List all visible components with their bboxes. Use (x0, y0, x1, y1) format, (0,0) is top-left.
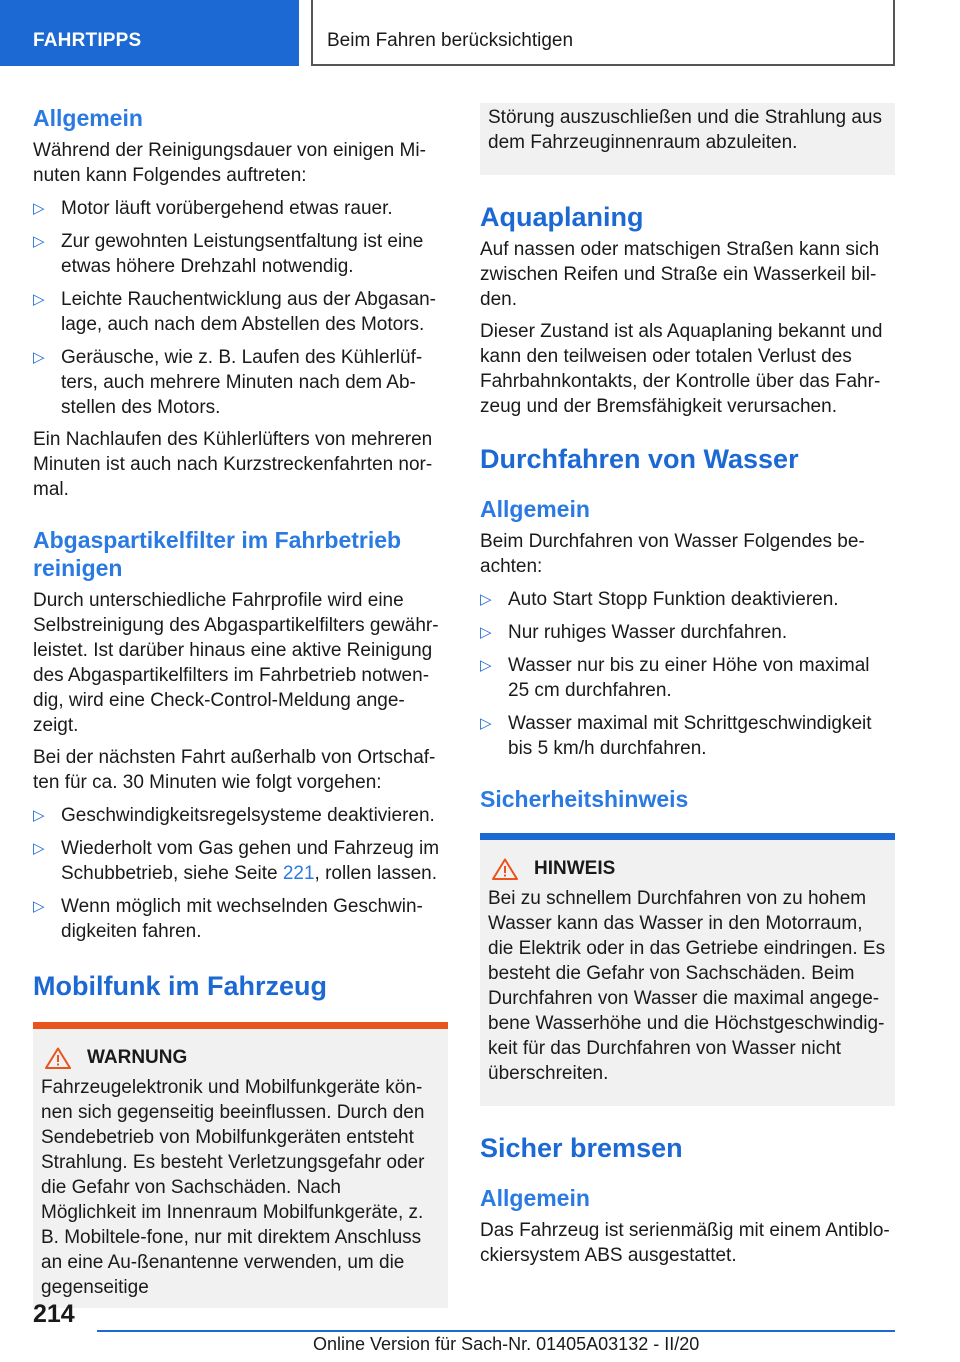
heading-abgaspartikelfilter: Abgaspartikelfilter im Fahrbetrieb reinigen (33, 527, 402, 581)
notice-box (480, 833, 895, 1106)
section-tab: FAHRTIPPS (0, 0, 299, 66)
triangle-bullet-icon: ▷ (33, 233, 45, 250)
heading-sicherheitshinweis: Sicherheitshinweis (480, 786, 689, 812)
list-item: ▷ Nur ruhiges Wasser durchfahren. (480, 622, 788, 643)
paragraph-aquaplaning-1: Auf nassen oder matschigen Straßen kann sich zwischen Reifen und Straße ein Wasserkeil bil-den. (480, 239, 880, 310)
warning-title: WARNUNG (41, 1047, 440, 1069)
warning-triangle-icon (492, 858, 518, 880)
notice-text: Bei zu schnellem Durchfahren von zu hohem Wasser kann das Wasser in den Motorraum, die Elektrik oder in das Getriebe eindringen. Es besteht die Gefahr von Sachschäden. Beim Durchfahren von Wasser die maximal angege-bene Wasserhöhe und die Höchstgeschwindig-keit für das Durchfahren von Wasser nicht überschreiten. (488, 888, 886, 1084)
list-item: ▷ Wasser maximal mit Schrittgeschwindigkeit bis 5 km/h durchfahren. (480, 713, 872, 759)
triangle-bullet-icon: ▷ (33, 840, 45, 857)
heading-durchfahren-wasser: Durchfahren von Wasser (480, 444, 799, 474)
triangle-bullet-icon: ▷ (33, 807, 45, 824)
list-item: ▷ Geschwindigkeitsregelsysteme deaktivieren. (33, 805, 435, 826)
warning-text: Fahrzeugelektronik und Mobilfunkgeräte kön-nen sich gegenseitig beeinflussen. Durch den Sendebetrieb von Mobilfunkgeräten entsteht Strahlung. Es besteht Verletzungsgefahr oder die Gefahr von Sachschäden. Nach Möglichkeit im Innenraum Mobilfunkgeräte, z. B. Mobiltele-fone, nur mit direktem Anschluss an eine Au-ßenantenne verwenden, um die gegenseitige (41, 1077, 425, 1298)
triangle-bullet-icon: ▷ (33, 349, 45, 366)
warning-box-continued (480, 103, 895, 175)
page-header (0, 0, 960, 66)
paragraph-abgaspartikelfilter: Durch unterschiedliche Fahrprofile wird eine Selbstreinigung des Abgaspartikelfilters gewähr-leistet. Ist darüber hinaus eine aktive Reinigung des Abgaspartikelfilters im Fahrbetrieb notwen-dig, wird eine Check-Control-Meldung ange-zeigt. (33, 590, 439, 736)
heading-mobilfunk: Mobilfunk im Fahrzeug (33, 971, 327, 1001)
list-procedure (33, 803, 448, 944)
warning-triangle-icon (45, 1047, 71, 1069)
page-reference-link[interactable]: 221 (282, 863, 315, 884)
paragraph-naechste-fahrt: Bei der nächsten Fahrt außerhalb von Ortschaf-ten für ca. 30 Minuten wie folgt vorgehen: (33, 747, 436, 793)
heading-allgemein-bremsen: Allgemein (480, 1185, 590, 1211)
list-item: ▷ Zur gewohnten Leistungsentfaltung ist eine etwas höhere Drehzahl notwendig. (33, 231, 424, 277)
left-column (33, 100, 448, 1308)
chapter-title: Beim Fahren berücksichtigen (311, 0, 895, 66)
list-item: ▷ Wasser nur bis zu einer Höhe von maximal 25 cm durchfahren. (480, 655, 870, 701)
list-item: ▷ Leichte Rauchentwicklung aus der Abgasan-lage, auch nach dem Abstellen des Motors. (33, 289, 436, 335)
list-item: ▷ Geräusche, wie z. B. Laufen des Kühlerlüf-ters, auch mehrere Minuten nach dem Ab-stellen des Motors. (33, 347, 423, 418)
triangle-bullet-icon: ▷ (33, 200, 45, 217)
list-item: ▷ Wenn möglich mit wechselnden Geschwin-digkeiten fahren. (33, 896, 423, 942)
triangle-bullet-icon: ▷ (33, 898, 45, 915)
triangle-bullet-icon: ▷ (480, 715, 492, 732)
list-item: ▷ Auto Start Stopp Funktion deaktivieren. (480, 589, 839, 610)
list-item: ▷ Motor läuft vorübergehend etwas rauer. (33, 198, 393, 219)
list-durchfahren (480, 587, 895, 761)
paragraph-aquaplaning-2: Dieser Zustand ist als Aquaplaning bekannt und kann den teilweisen oder totalen Verlust des Fahrbahnkontakts, der Kontrolle über das Fahr-zeug und der Bremsfähigkeit verursachen. (480, 321, 883, 417)
paragraph-nachlaufen: Ein Nachlaufen des Kühlerlüfters von mehreren Minuten ist auch nach Kurzstreckenfahrten nor-mal. (33, 429, 433, 500)
paragraph-bremsen: Das Fahrzeug ist serienmäßig mit einem Antiblo-ckiersystem ABS ausgestattet. (480, 1220, 890, 1266)
warning-text-continued: Störung auszuschließen und die Strahlung aus dem Fahrzeuginnenraum abzuleiten. (488, 107, 882, 153)
heading-aquaplaning: Aquaplaning (480, 202, 644, 232)
heading-sicher-bremsen: Sicher bremsen (480, 1133, 683, 1163)
triangle-bullet-icon: ▷ (480, 657, 492, 674)
list-effects (33, 196, 448, 420)
triangle-bullet-icon: ▷ (33, 291, 45, 308)
notice-title: HINWEIS (488, 858, 887, 880)
footer-divider (97, 1330, 895, 1332)
warning-bar (33, 1022, 448, 1029)
list-item: ▷ Wiederholt vom Gas gehen und Fahrzeug im Schubbetrieb, siehe Seite 221, rollen lassen. (33, 838, 440, 884)
page-number: 214 (33, 1300, 75, 1328)
paragraph-reinigungsdauer: Während der Reinigungsdauer von einigen Mi-nuten kann Folgendes auftreten: (33, 140, 426, 186)
right-column (480, 103, 895, 1268)
warning-box (33, 1022, 448, 1308)
triangle-bullet-icon: ▷ (480, 624, 492, 641)
notice-bar (480, 833, 895, 840)
heading-allgemein-wasser: Allgemein (480, 496, 590, 522)
triangle-bullet-icon: ▷ (480, 591, 492, 608)
heading-allgemein: Allgemein (33, 105, 143, 131)
paragraph-durchfahren: Beim Durchfahren von Wasser Folgendes be-achten: (480, 531, 865, 577)
footer-version-text: Online Version für Sach-Nr. 01405A03132 - II/20 (313, 1334, 700, 1354)
